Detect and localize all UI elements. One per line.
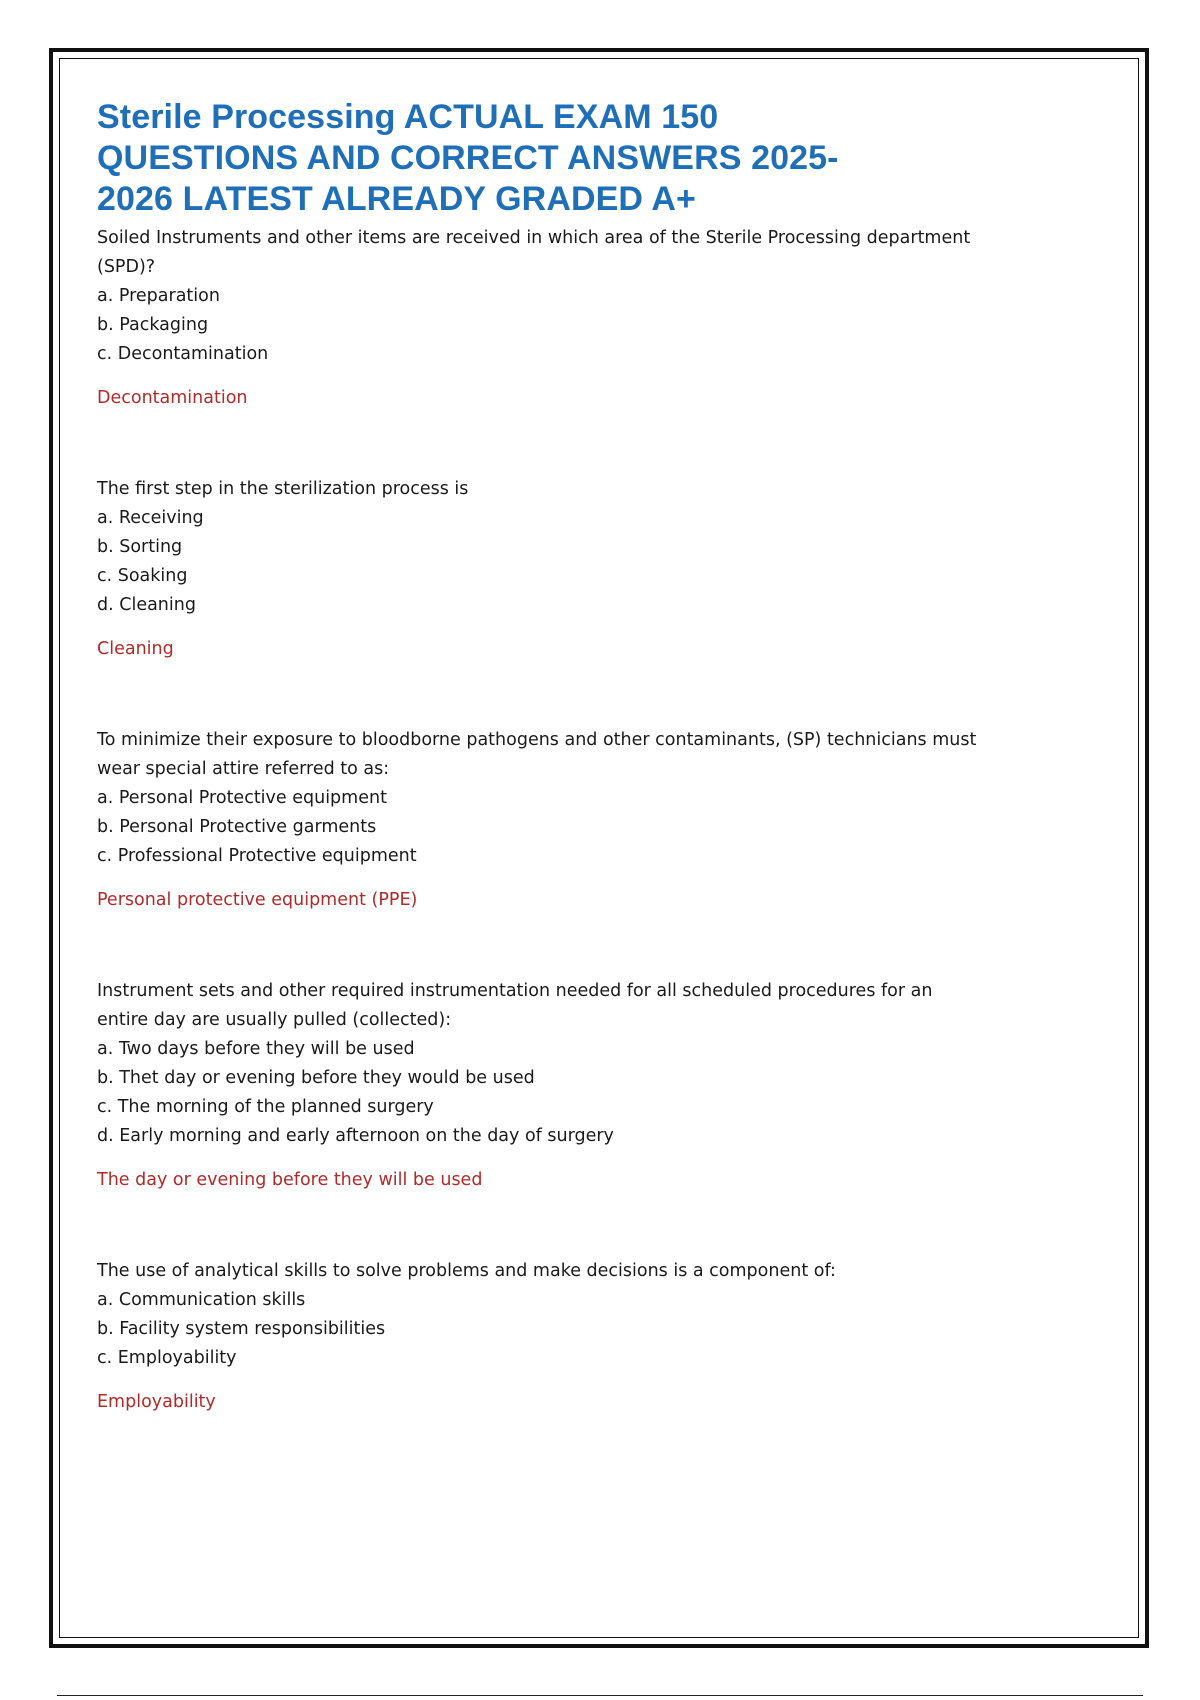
document-content bbox=[97, 97, 997, 1417]
question-stem bbox=[97, 475, 997, 504]
option-c: c. The morning of the planned surgery bbox=[97, 1097, 434, 1117]
document-title bbox=[97, 97, 997, 220]
title-line-2: QUESTIONS AND CORRECT ANSWERS 2025- bbox=[97, 139, 839, 177]
stem-line: Soiled Instruments and other items are received in which area of the Sterile Processing department bbox=[97, 228, 971, 248]
answer-options bbox=[97, 282, 997, 369]
option-b: b. Personal Protective garments bbox=[97, 817, 377, 837]
question-stem bbox=[97, 977, 997, 1035]
stem-line: The first step in the sterilization process is bbox=[97, 479, 469, 499]
question-1 bbox=[97, 224, 997, 413]
question-stem bbox=[97, 1257, 997, 1286]
stem-line: Instrument sets and other required instrumentation needed for all scheduled procedures for an bbox=[97, 981, 933, 1001]
option-d: d. Early morning and early afternoon on the day of surgery bbox=[97, 1126, 614, 1146]
title-line-1: Sterile Processing ACTUAL EXAM 150 bbox=[97, 98, 719, 136]
question-4 bbox=[97, 977, 997, 1195]
question-stem bbox=[97, 726, 997, 784]
question-stem bbox=[97, 224, 997, 282]
title-line-3: 2026 LATEST ALREADY GRADED A+ bbox=[97, 180, 696, 218]
stem-line: entire day are usually pulled (collected): bbox=[97, 1010, 452, 1030]
option-a: a. Communication skills bbox=[97, 1290, 306, 1310]
stem-line: wear special attire referred to as: bbox=[97, 759, 390, 779]
stem-line: The use of analytical skills to solve problems and make decisions is a component of: bbox=[97, 1261, 836, 1281]
correct-answer: Personal protective equipment (PPE) bbox=[97, 890, 418, 910]
correct-answer: Cleaning bbox=[97, 639, 174, 659]
option-a: a. Two days before they will be used bbox=[97, 1039, 415, 1059]
answer-options bbox=[97, 784, 997, 871]
question-2 bbox=[97, 475, 997, 664]
question-3 bbox=[97, 726, 997, 915]
bottom-divider bbox=[57, 1695, 1143, 1696]
answer-options bbox=[97, 504, 997, 620]
option-a: a. Receiving bbox=[97, 508, 204, 528]
option-c: c. Decontamination bbox=[97, 344, 269, 364]
stem-line: (SPD)? bbox=[97, 257, 156, 277]
option-d: d. Cleaning bbox=[97, 595, 196, 615]
correct-answer: The day or evening before they will be used bbox=[97, 1170, 483, 1190]
option-c: c. Employability bbox=[97, 1348, 237, 1368]
option-b: b. Facility system responsibilities bbox=[97, 1319, 386, 1339]
option-c: c. Soaking bbox=[97, 566, 188, 586]
option-a: a. Personal Protective equipment bbox=[97, 788, 387, 808]
answer-options bbox=[97, 1286, 997, 1373]
correct-answer: Decontamination bbox=[97, 388, 248, 408]
answer-options bbox=[97, 1035, 997, 1151]
option-a: a. Preparation bbox=[97, 286, 220, 306]
option-c: c. Professional Protective equipment bbox=[97, 846, 417, 866]
option-b: b. Sorting bbox=[97, 537, 183, 557]
correct-answer: Employability bbox=[97, 1392, 216, 1412]
option-b: b. Packaging bbox=[97, 315, 209, 335]
option-b: b. Thet day or evening before they would be used bbox=[97, 1068, 535, 1088]
stem-line: To minimize their exposure to bloodborne pathogens and other contaminants, (SP) technicians must bbox=[97, 730, 977, 750]
question-5 bbox=[97, 1257, 997, 1417]
